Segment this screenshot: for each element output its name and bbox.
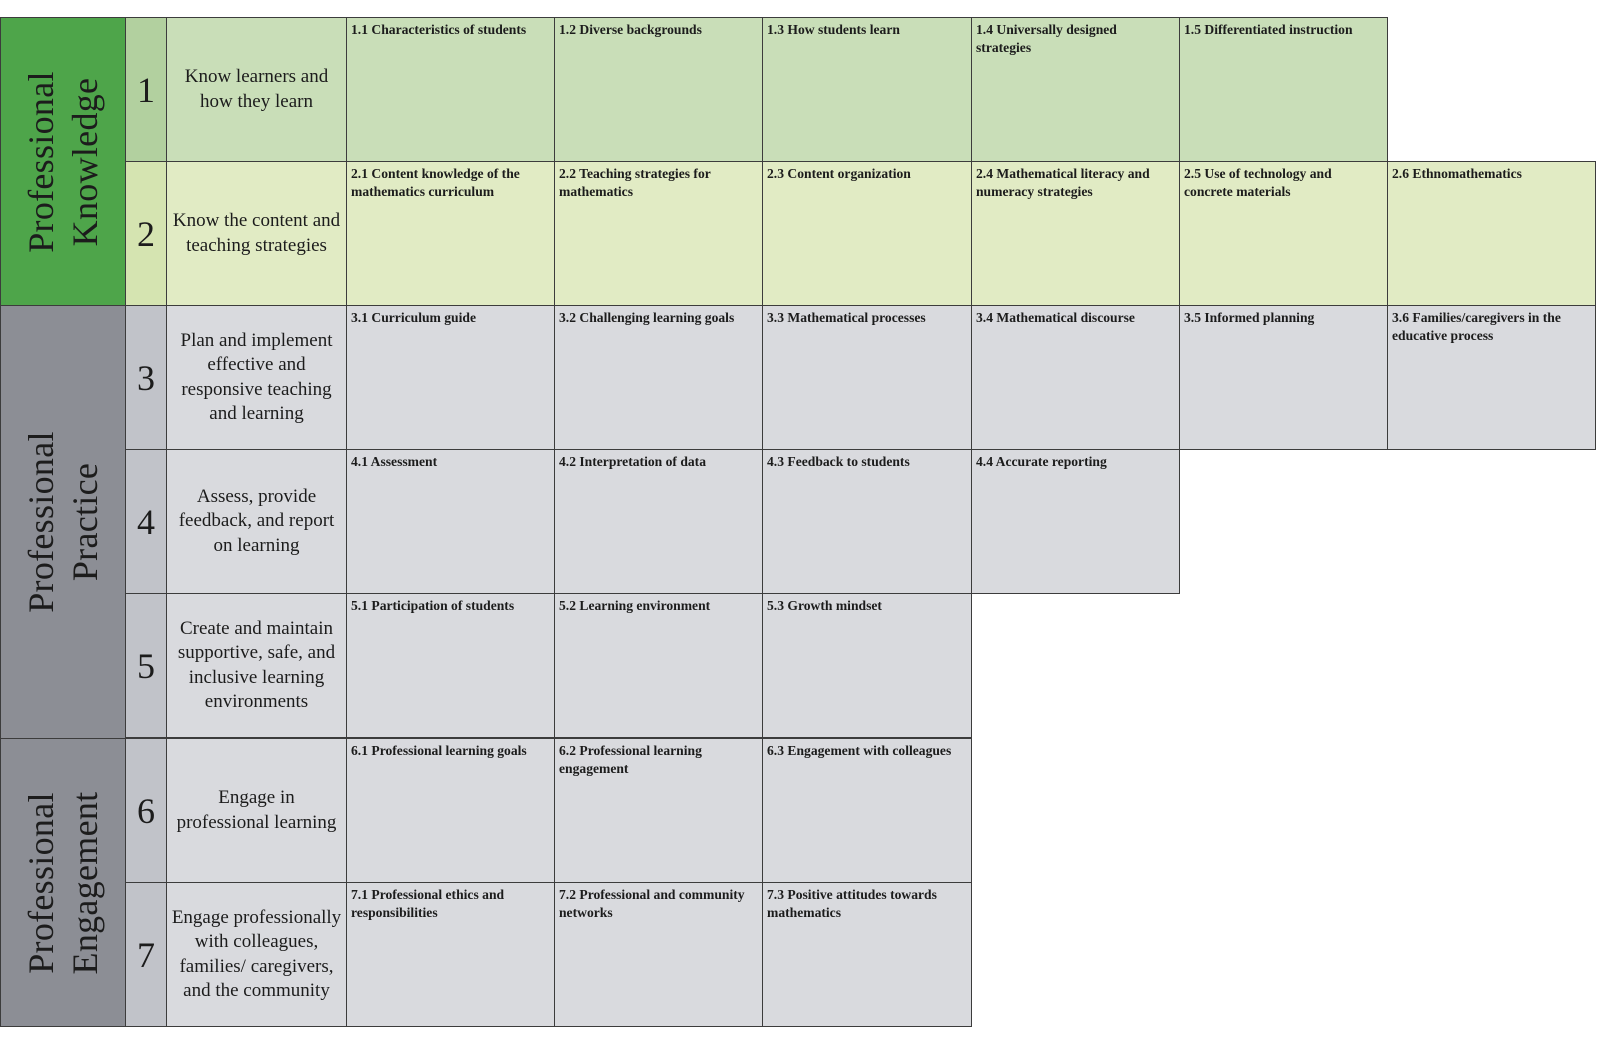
domain-professional-engagement [0,738,126,1027]
domain-label: Professional Practice [21,431,105,613]
focus-area: 4.4 Accurate reporting [971,449,1180,594]
focus-area: 6.1 Professional learning goals [346,738,555,883]
focus-area: 3.3 Mathematical processes [762,305,972,450]
focus-area: 5.1 Participation of students [346,593,555,738]
focus-area: 7.2 Professional and community networks [554,882,763,1027]
focus-area: 3.1 Curriculum guide [346,305,555,450]
standard-title: Assess, provide feedback, and report on learning [166,449,347,594]
focus-area: 7.1 Professional ethics and responsibilities [346,882,555,1027]
focus-area: 2.2 Teaching strategies for mathematics [554,161,763,306]
focus-area: 2.5 Use of technology and concrete materials [1179,161,1388,306]
focus-area: 7.3 Positive attitudes towards mathematics [762,882,972,1027]
focus-area: 1.2 Diverse backgrounds [554,17,763,162]
focus-area: 1.5 Differentiated instruction [1179,17,1388,162]
focus-area: 5.2 Learning environment [554,593,763,738]
standard-number: 4 [125,449,167,594]
focus-area: 2.3 Content organization [762,161,972,306]
focus-area: 1.1 Characteristics of students [346,17,555,162]
focus-area: 5.3 Growth mindset [762,593,972,738]
focus-area: 1.4 Universally designed strategies [971,17,1180,162]
focus-area: 4.1 Assessment [346,449,555,594]
standard-title: Engage professionally with colleagues, families/ caregivers, and the community [166,882,347,1027]
focus-area: 2.4 Mathematical literacy and numeracy strategies [971,161,1180,306]
standard-title: Create and maintain supportive, safe, and inclusive learning environments [166,593,347,738]
focus-area: 2.6 Ethnomathematics [1387,161,1596,306]
focus-area: 3.2 Challenging learning goals [554,305,763,450]
focus-area: 1.3 How students learn [762,17,972,162]
standard-title: Plan and implement effective and responsive teaching and learning [166,305,347,450]
standard-number: 7 [125,882,167,1027]
focus-area: 6.3 Engagement with colleagues [762,738,972,883]
focus-area: 4.3 Feedback to students [762,449,972,594]
standard-number: 3 [125,305,167,450]
focus-area: 3.6 Families/caregivers in the educative process [1387,305,1596,450]
domain-label: Professional Knowledge [21,70,105,253]
standard-number: 2 [125,161,167,306]
domain-professional-practice [0,305,126,739]
focus-area: 3.4 Mathematical discourse [971,305,1180,450]
focus-area: 3.5 Informed planning [1179,305,1388,450]
focus-area: 4.2 Interpretation of data [554,449,763,594]
standard-number: 1 [125,17,167,162]
domain-label: Professional Engagement [21,791,105,974]
standard-title: Know learners and how they learn [166,17,347,162]
focus-area: 6.2 Professional learning engagement [554,738,763,883]
standard-title: Know the content and teaching strategies [166,161,347,306]
standard-number: 5 [125,593,167,738]
standard-number: 6 [125,738,167,883]
focus-area: 2.1 Content knowledge of the mathematics curriculum [346,161,555,306]
domain-professional-knowledge [0,17,126,306]
standard-title: Engage in professional learning [166,738,347,883]
